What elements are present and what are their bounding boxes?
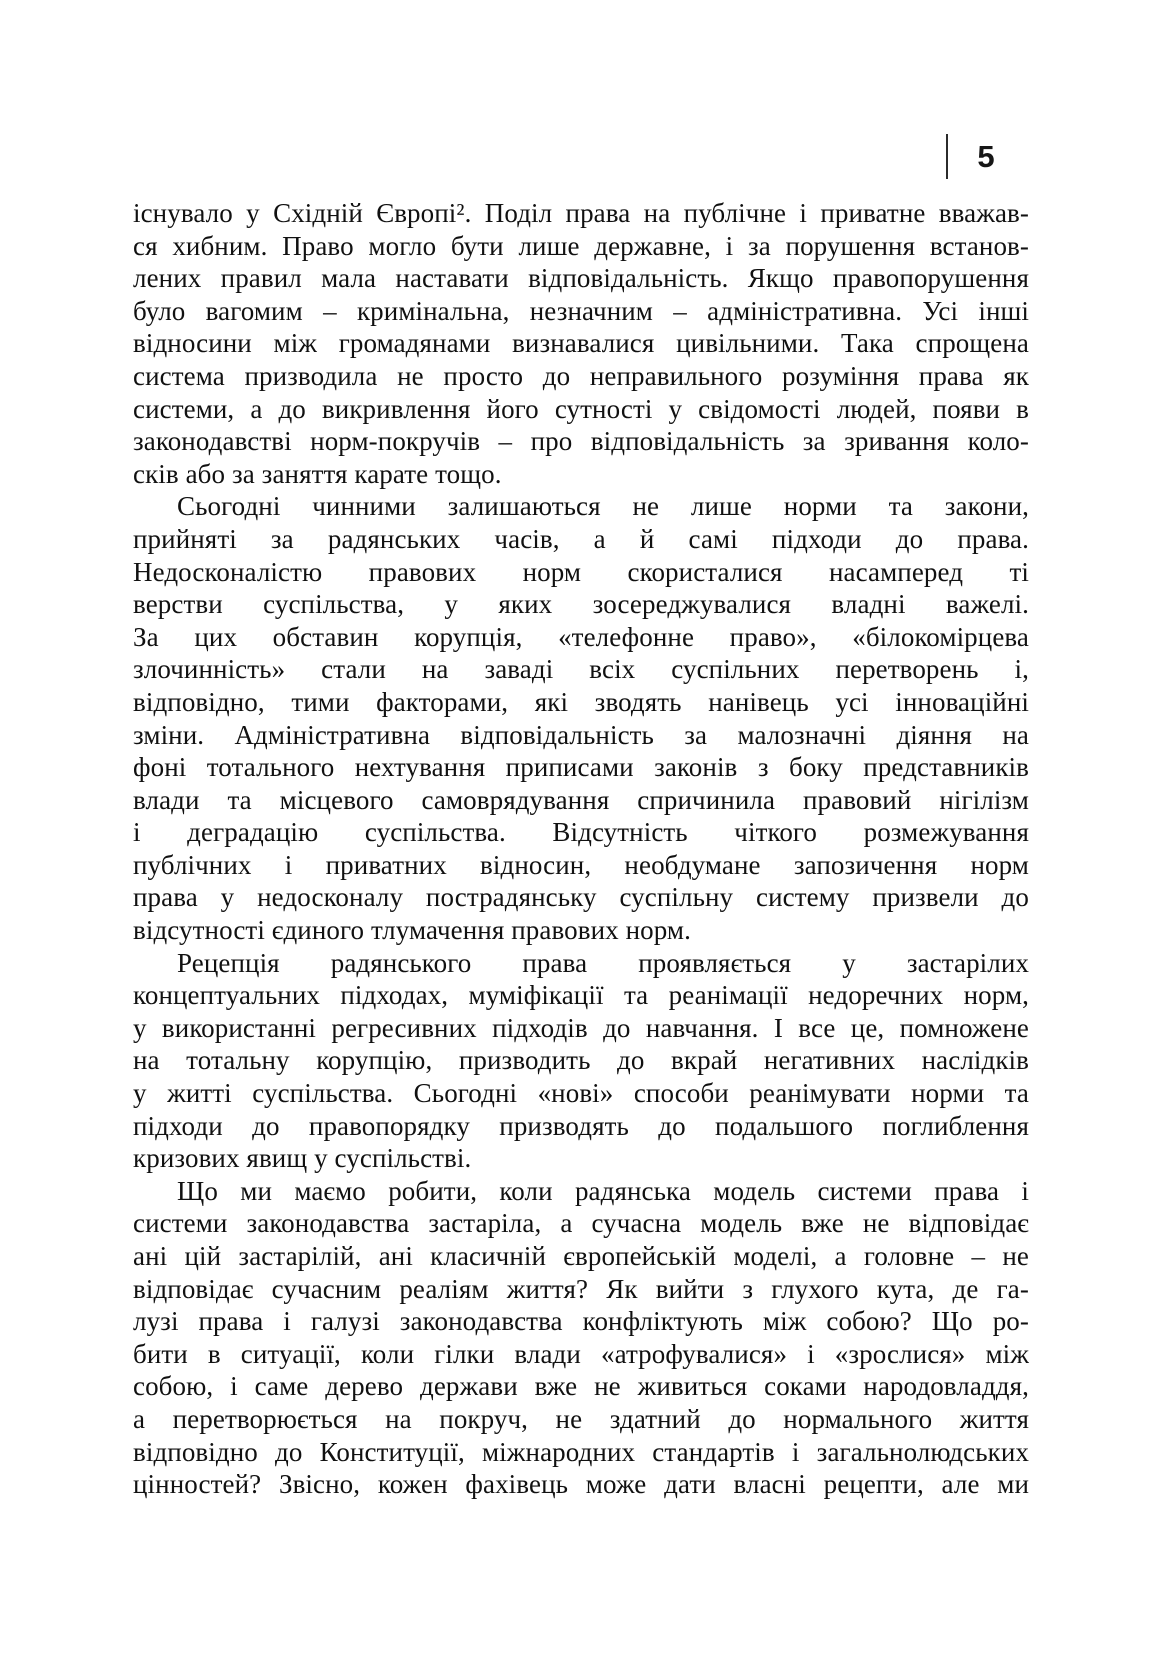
text-line: Сьогодні чинними залишаються не лише норми та закони, [177,491,1029,522]
text-line: у використанні регресивних підходів до навчання. І все це, помножене [133,1012,1029,1043]
text-line: фоні тотального нехтування приписами законів з боку представників [133,752,1029,783]
paragraph [133,490,1029,946]
text-line: Що ми маємо робити, коли радянська модель системи права і [177,1175,1029,1206]
text-line: ся хибним. Право могло бути лише державне, і за порушення встанов- [133,230,1029,261]
text-line: відповідно до Конституції, міжнародних стандартів і загальнолюдських [133,1436,1029,1467]
text-line: законодавстві норм-покручів – про відповідальність за зривання коло- [133,426,1029,457]
text-line: існувало у Східній Європі². Поділ права на публічне і приватне вважав- [133,198,1029,228]
page-header [0,134,1158,184]
text-line: ані цій застарілій, ані класичній європейській моделі, а головне – не [133,1241,1029,1271]
text-line: а перетворюється на покруч, не здатний до нормального життя [133,1403,1029,1434]
text-line: на тотальну корупцію, призводить до вкрай негативних наслідків [133,1045,1029,1076]
text-line: відсутності єдиного тлумачення правових норм. [133,915,691,946]
text-line: підходи до правопорядку призводять до подальшого поглиблення [133,1110,1029,1141]
text-line: система призводила не просто до неправильного розуміння права як [133,360,1029,391]
text-line: Рецепція радянського права проявляється у застарілих [177,947,1029,978]
text-line: верстви суспільства, у яких зосереджувалися владні важелі. [133,589,1029,620]
paragraph [133,197,1029,490]
text-line: собою, і саме дерево держави вже не живиться соками народовладдя, [133,1371,1029,1402]
text-line: злочинність» стали на заваді всіх суспільних перетворень і, [133,654,1029,685]
text-line: прийняті за радянських часів, а й самі підходи до права. [133,523,1029,554]
text-line: зміни. Адміністративна відповідальність за малозначні діяння на [133,719,1029,750]
text-line: лених правил мала наставати відповідальність. Якщо правопорушення [133,263,1029,294]
text-line: системи, а до викривлення його сутності у свідомості людей, появи в [133,393,1029,424]
text-line: сків або за заняття карате тощо. [133,458,502,489]
text-block [133,197,1029,1501]
page-number: 5 [977,139,995,174]
paragraph [133,947,1029,1175]
text-line: концептуальних підходах, муміфікації та реанімації недоречних норм, [133,980,1029,1011]
text-line: публічних і приватних відносин, необдумане запозичення норм [133,849,1029,880]
text-line: відносини між громадянами визнавалися цивільними. Така спрощена [133,328,1029,359]
text-line: Недосконалістю правових норм скористалися насамперед ті [133,556,1029,587]
text-line: було вагомим – кримінальна, незначним – адміністративна. Усі інші [133,295,1029,326]
header-divider [946,134,948,179]
text-line: у житті суспільства. Сьогодні «нові» способи реанімувати норми та [133,1078,1029,1109]
text-line: влади та місцевого самоврядування спричинила правовий нігілізм [133,784,1029,815]
paragraph [133,1175,1029,1501]
text-line: За цих обставин корупція, «телефонне право», «білокомірцева [133,621,1029,652]
text-line: відповідає сучасним реаліям життя? Як вийти з глухого кута, де га- [133,1273,1029,1304]
text-line: цінностей? Звісно, кожен фахівець може дати власні рецепти, але ми [133,1469,1029,1500]
text-line: і деградацію суспільства. Відсутність чіткого розмежування [133,817,1029,848]
text-line: лузі права і галузі законодавства конфліктують між собою? Що ро- [133,1306,1029,1337]
text-line: бити в ситуації, коли гілки влади «атрофувалися» і «зрослися» між [133,1338,1029,1369]
text-line: відповідно, тими факторами, які зводять нанівець усі інноваційні [133,686,1029,717]
text-line: системи законодавства застаріла, а сучасна модель вже не відповідає [133,1208,1029,1239]
text-line: права у недосконалу пострадянську суспільну систему призвели до [133,882,1029,913]
text-line: кризових явищ у суспільстві. [133,1143,472,1174]
